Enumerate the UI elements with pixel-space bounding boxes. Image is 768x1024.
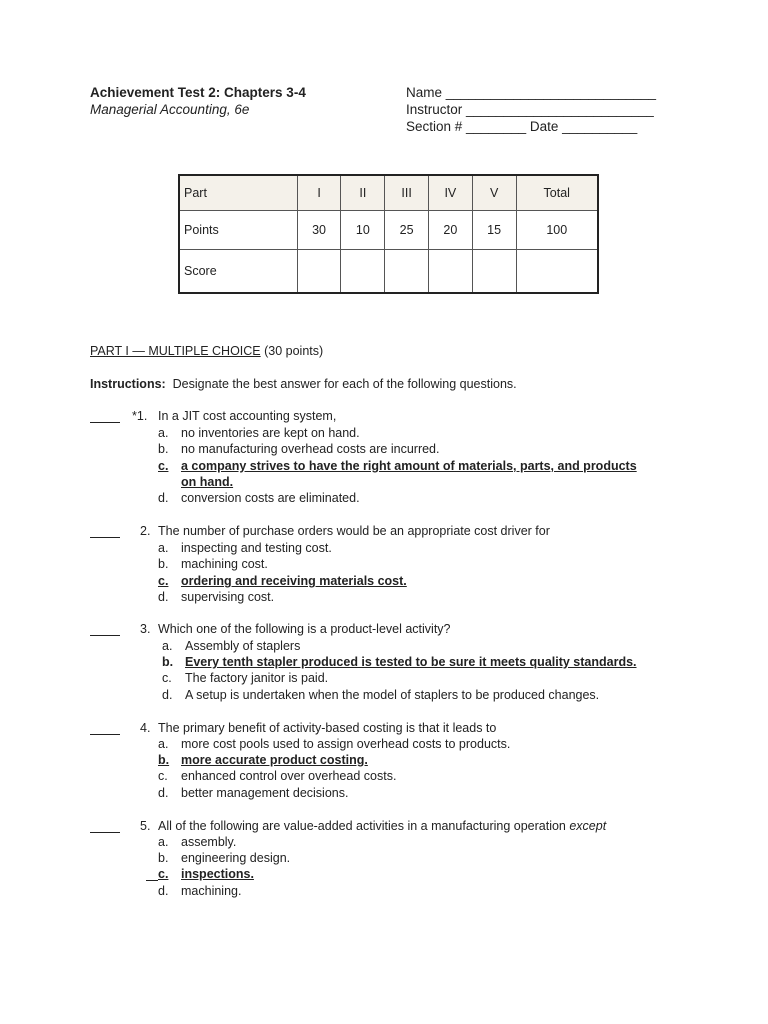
instructions-label: Instructions: [90, 377, 166, 391]
correct-option-text: ordering and receiving materials cost. [181, 574, 407, 588]
option-text: no inventories are kept on hand. [181, 426, 360, 440]
correct-option-text-cont: on hand. [181, 475, 234, 489]
option-letter: a. [162, 639, 173, 653]
answer-blank[interactable] [90, 411, 120, 423]
question-text: The number of purchase orders would be an appropriate cost driver for [158, 524, 550, 538]
option-text: engineering design. [181, 851, 291, 865]
score-cell[interactable] [341, 250, 385, 294]
option-text: assembly. [181, 835, 237, 849]
col-header: IV [428, 175, 472, 211]
score-cell[interactable] [428, 250, 472, 294]
option-text: no manufacturing overhead costs are incurred. [181, 442, 440, 456]
option-letter: d. [158, 491, 169, 505]
option-letter: b. [158, 442, 169, 456]
question-number: 3. [140, 622, 151, 636]
correct-option-letter: c. [158, 574, 169, 588]
col-header: II [341, 175, 385, 211]
answer-blank[interactable] [90, 821, 120, 833]
question-text-emphasis: except [569, 819, 607, 833]
points-cell: 30 [297, 211, 341, 250]
answer-blank[interactable] [90, 723, 120, 735]
correct-option-text: a company strives to have the right amount of materials, parts, and products [181, 459, 637, 473]
option-text: machining. [181, 884, 242, 898]
option-letter: d. [162, 688, 173, 702]
option-letter: b. [158, 851, 169, 865]
question-text: In a JIT cost accounting system, [158, 409, 337, 423]
option-text: enhanced control over overhead costs. [181, 769, 397, 783]
points-cell: 20 [428, 211, 472, 250]
option-letter: a. [158, 835, 169, 849]
instructions-text: Designate the best answer for each of the following questions. [172, 377, 517, 391]
correct-option-letter: c. [158, 867, 169, 881]
question-text: The primary benefit of activity-based costing is that it leads to [158, 721, 497, 735]
question-number: 2. [140, 524, 151, 538]
correct-option-text: inspections. [181, 867, 254, 881]
col-header: III [385, 175, 429, 211]
col-header: V [472, 175, 516, 211]
col-header: Total [516, 175, 598, 211]
option-text: more cost pools used to assign overhead costs to products. [181, 737, 511, 751]
answer-blank[interactable] [90, 624, 120, 636]
part-heading-line [90, 344, 323, 358]
correct-option-text: Every tenth stapler produced is tested to be sure it meets quality standards. [185, 655, 637, 669]
question-number: *1. [132, 409, 148, 423]
option-text: better management decisions. [181, 786, 349, 800]
instructions [90, 377, 517, 391]
score-cell[interactable] [385, 250, 429, 294]
question-text-line [158, 819, 606, 833]
row-label: Points [179, 211, 297, 250]
score-cell[interactable] [472, 250, 516, 294]
score-row [179, 250, 598, 294]
correct-option-text: more accurate product costing. [181, 753, 368, 767]
answer-blank[interactable] [90, 526, 120, 538]
section-date-field[interactable]: Section # ________ Date __________ [406, 119, 638, 134]
points-cell: 10 [341, 211, 385, 250]
option-text: A setup is undertaken when the model of staplers to be produced changes. [185, 688, 600, 702]
points-cell: 15 [472, 211, 516, 250]
score-table-header-row [179, 175, 598, 211]
course-subtitle: Managerial Accounting, 6e [90, 102, 250, 117]
points-row [179, 211, 598, 250]
test-title: Achievement Test 2: Chapters 3-4 [90, 85, 306, 100]
part-heading: PART I — MULTIPLE CHOICE [90, 344, 261, 358]
score-cell[interactable] [297, 250, 341, 294]
option-text: The factory janitor is paid. [185, 671, 329, 685]
option-letter: a. [158, 541, 169, 555]
answer-mark-underline [146, 880, 158, 881]
score-table [178, 174, 599, 294]
option-letter: a. [158, 737, 169, 751]
option-letter: d. [158, 884, 169, 898]
col-header: I [297, 175, 341, 211]
correct-option-letter: b. [162, 655, 174, 669]
option-text: conversion costs are eliminated. [181, 491, 360, 505]
question-number: 4. [140, 721, 151, 735]
points-cell: 25 [385, 211, 429, 250]
col-header: Part [179, 175, 297, 211]
option-letter: a. [158, 426, 169, 440]
option-letter: c. [162, 671, 172, 685]
question-text: Which one of the following is a product-level activity? [158, 622, 451, 636]
option-letter: c. [158, 769, 168, 783]
instructor-field[interactable]: Instructor _________________________ [406, 102, 654, 117]
part-points: (30 points) [260, 344, 324, 358]
option-text: Assembly of staplers [185, 639, 301, 653]
option-text: inspecting and testing cost. [181, 541, 332, 555]
score-cell[interactable] [516, 250, 598, 294]
row-label: Score [179, 250, 297, 294]
option-text: supervising cost. [181, 590, 275, 604]
question-number: 5. [140, 819, 151, 833]
question-text: All of the following are value-added activities in a manufacturing operation [158, 819, 570, 833]
option-text: machining cost. [181, 557, 268, 571]
option-letter: d. [158, 590, 169, 604]
option-letter: d. [158, 786, 169, 800]
option-letter: b. [158, 557, 169, 571]
correct-option-letter: c. [158, 459, 169, 473]
name-field[interactable]: Name ____________________________ [406, 85, 656, 100]
points-cell: 100 [516, 211, 598, 250]
correct-option-letter: b. [158, 753, 170, 767]
